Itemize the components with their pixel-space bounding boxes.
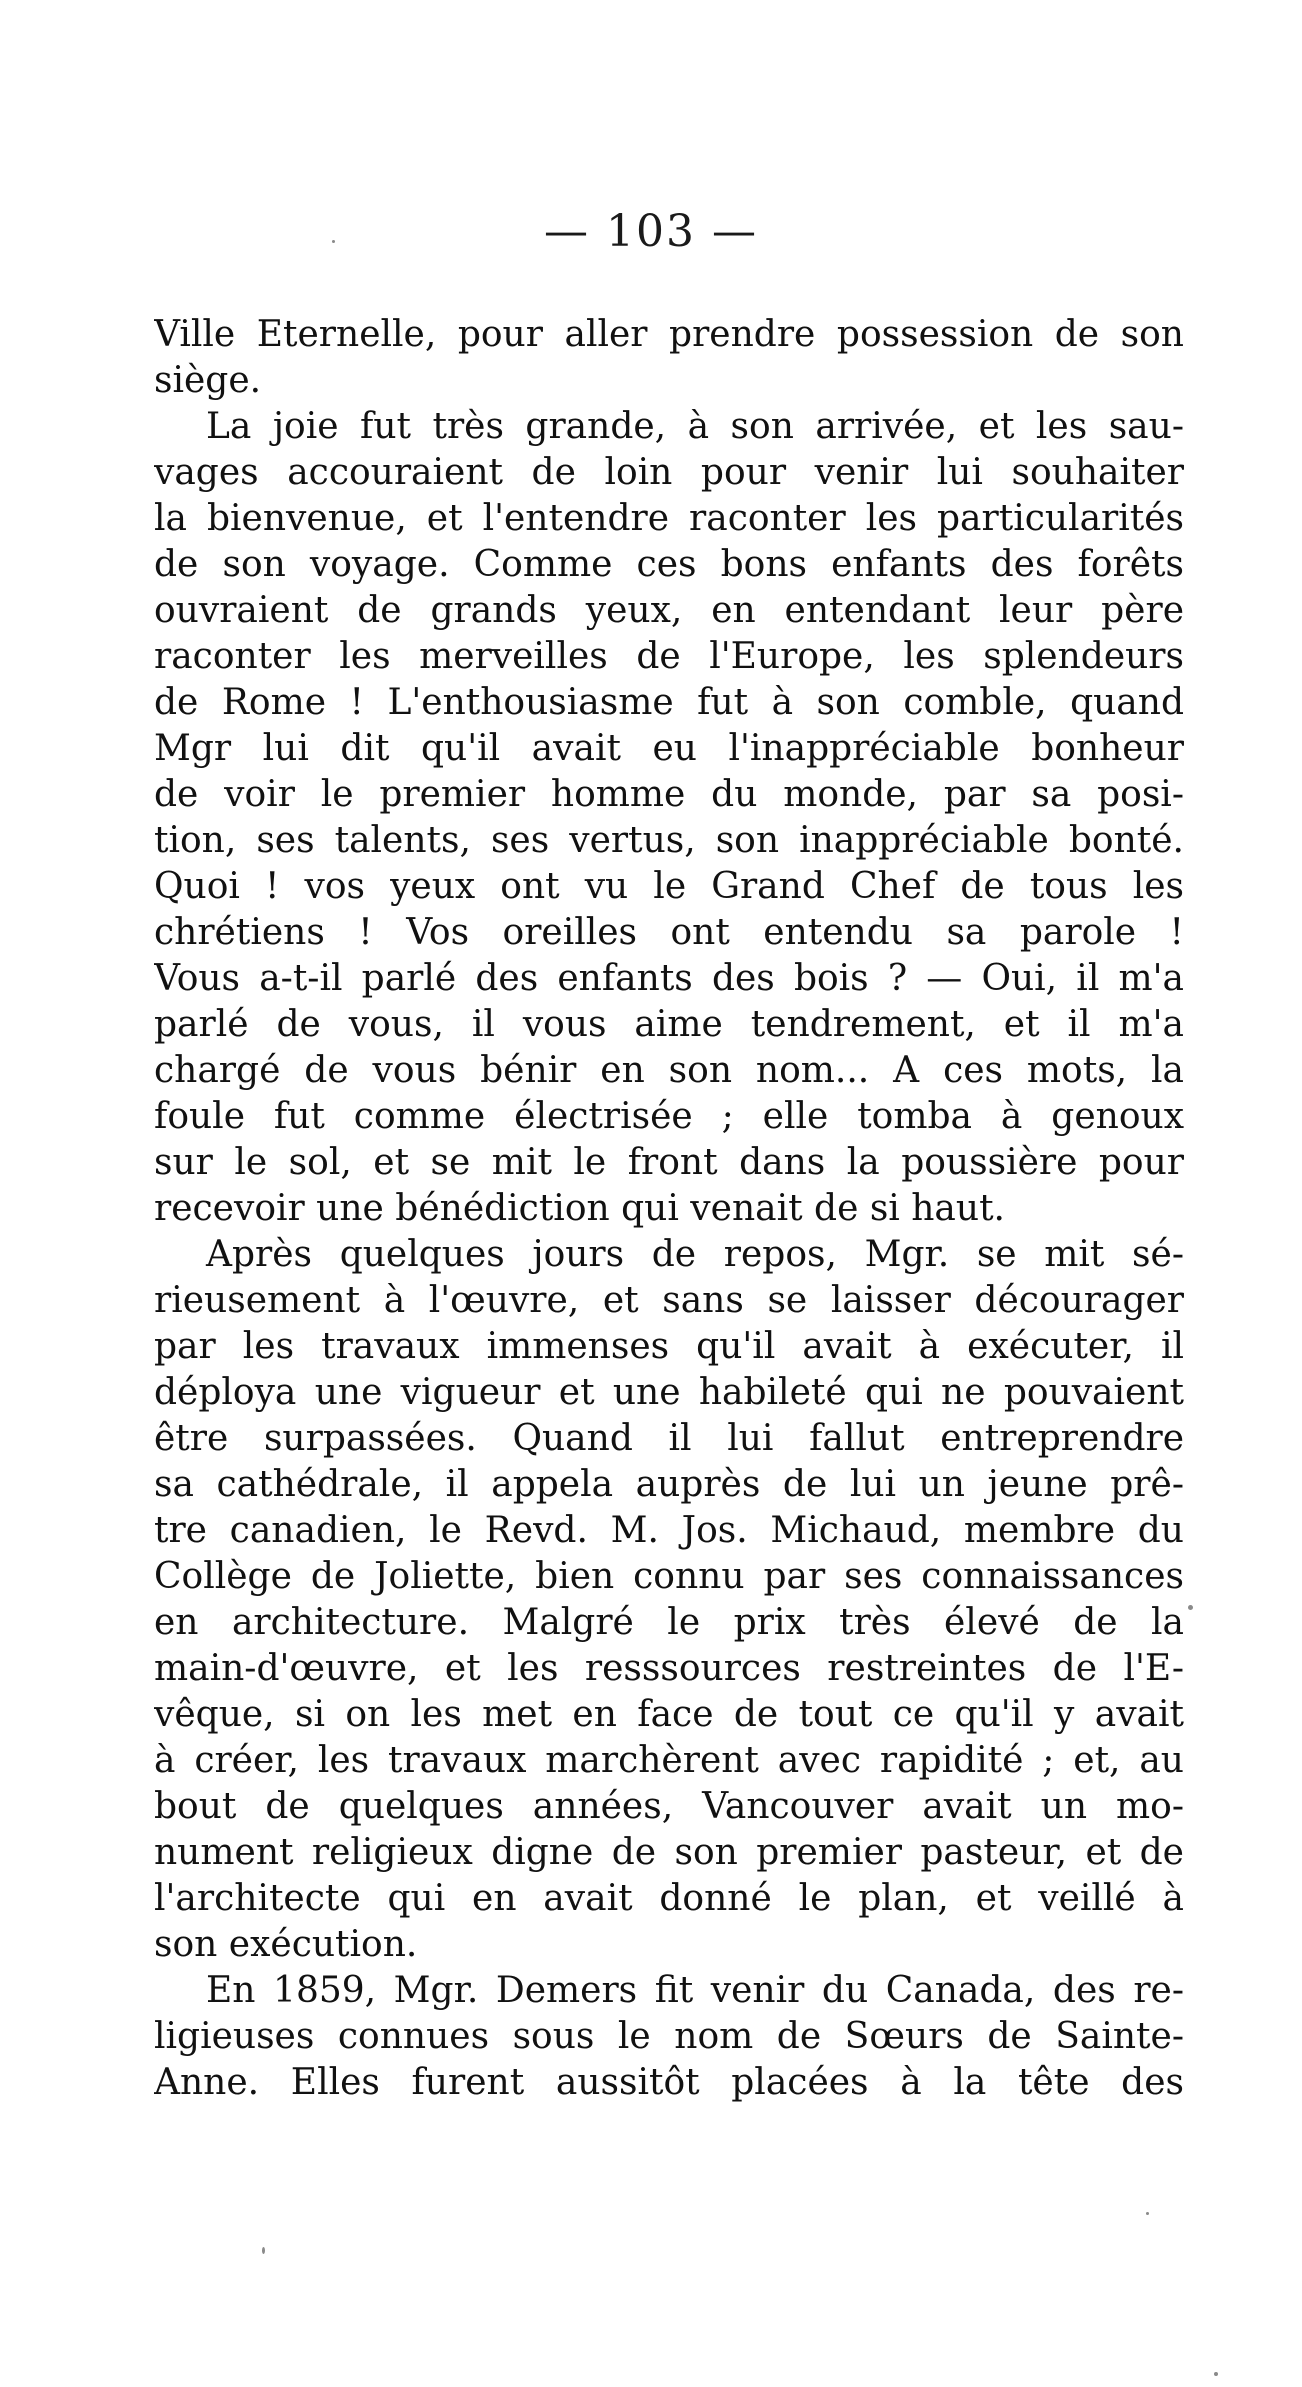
text-line: tion, ses talents, ses vertus, son inappréciable bonté. [154, 820, 1184, 861]
scan-speck [332, 240, 335, 243]
text-line: de son voyage. Comme ces bons enfants des forêts [154, 544, 1184, 585]
scan-speck [1146, 2212, 1149, 2215]
text-line: Ville Eternelle, pour aller prendre possession de son [154, 314, 1184, 355]
text-line: En 1859, Mgr. Demers fit venir du Canada, des re- [206, 1970, 1184, 2011]
text-line: Collège de Joliette, bien connu par ses connaissances [154, 1556, 1184, 1597]
text-line: sa cathédrale, il appela auprès de lui un jeune prê- [154, 1464, 1184, 1505]
text-line: rieusement à l'œuvre, et sans se laisser décourager [154, 1280, 1184, 1321]
text-line: ouvraient de grands yeux, en entendant leur père [154, 590, 1184, 631]
text-line: vêque, si on les met en face de tout ce qu'il y avait [154, 1694, 1184, 1735]
text-line: Quoi ! vos yeux ont vu le Grand Chef de tous les [154, 866, 1184, 907]
text-line: Mgr lui dit qu'il avait eu l'inappréciable bonheur [154, 728, 1184, 769]
text-line: déploya une vigueur et une habileté qui ne pouvaient [154, 1372, 1184, 1413]
text-line: Après quelques jours de repos, Mgr. se mit sé- [206, 1234, 1184, 1275]
text-line: de voir le premier homme du monde, par sa posi- [154, 774, 1184, 815]
text-line: par les travaux immenses qu'il avait à exécuter, il [154, 1326, 1184, 1367]
text-line: être surpassées. Quand il lui fallut entreprendre [154, 1418, 1184, 1459]
text-line: recevoir une bénédiction qui venait de si haut. [154, 1188, 1005, 1229]
text-line: vages accouraient de loin pour venir lui souhaiter [154, 452, 1184, 493]
text-line: l'architecte qui en avait donné le plan, et veillé à [154, 1878, 1184, 1919]
text-line: nument religieux digne de son premier pasteur, et de [154, 1832, 1184, 1873]
text-line: ligieuses connues sous le nom de Sœurs de Sainte- [154, 2016, 1184, 2057]
text-line: La joie fut très grande, à son arrivée, et les sau- [206, 406, 1184, 447]
text-line: main-d'œuvre, et les resssources restreintes de l'E- [154, 1648, 1184, 1689]
scan-speck [262, 2247, 265, 2254]
text-line: foule fut comme électrisée ; elle tomba à genoux [154, 1096, 1184, 1137]
page-number: — 103 — [544, 206, 758, 257]
text-line: raconter les merveilles de l'Europe, les splendeurs [154, 636, 1184, 677]
text-line: siège. [154, 360, 262, 401]
scan-speck [1188, 1605, 1193, 1610]
text-line: la bienvenue, et l'entendre raconter les particularités [154, 498, 1184, 539]
text-line: bout de quelques années, Vancouver avait un mo- [154, 1786, 1184, 1827]
text-line: son exécution. [154, 1924, 418, 1965]
text-line: en architecture. Malgré le prix très élevé de la [154, 1602, 1184, 1643]
text-line: Anne. Elles furent aussitôt placées à la tête des [154, 2062, 1184, 2103]
text-line: chrétiens ! Vos oreilles ont entendu sa parole ! [154, 912, 1184, 953]
text-line: Vous a-t-il parlé des enfants des bois ? — Oui, il m'a [154, 958, 1184, 999]
text-line: chargé de vous bénir en son nom... A ces mots, la [154, 1050, 1184, 1091]
scan-speck [1214, 2372, 1218, 2376]
text-line: de Rome ! L'enthousiasme fut à son comble, quand [154, 682, 1184, 723]
text-line: tre canadien, le Revd. M. Jos. Michaud, membre du [154, 1510, 1184, 1551]
text-line: à créer, les travaux marchèrent avec rapidité ; et, au [154, 1740, 1184, 1781]
text-line: sur le sol, et se mit le front dans la poussière pour [154, 1142, 1184, 1183]
text-line: parlé de vous, il vous aime tendrement, et il m'a [154, 1004, 1184, 1045]
body-text [154, 312, 1184, 2106]
